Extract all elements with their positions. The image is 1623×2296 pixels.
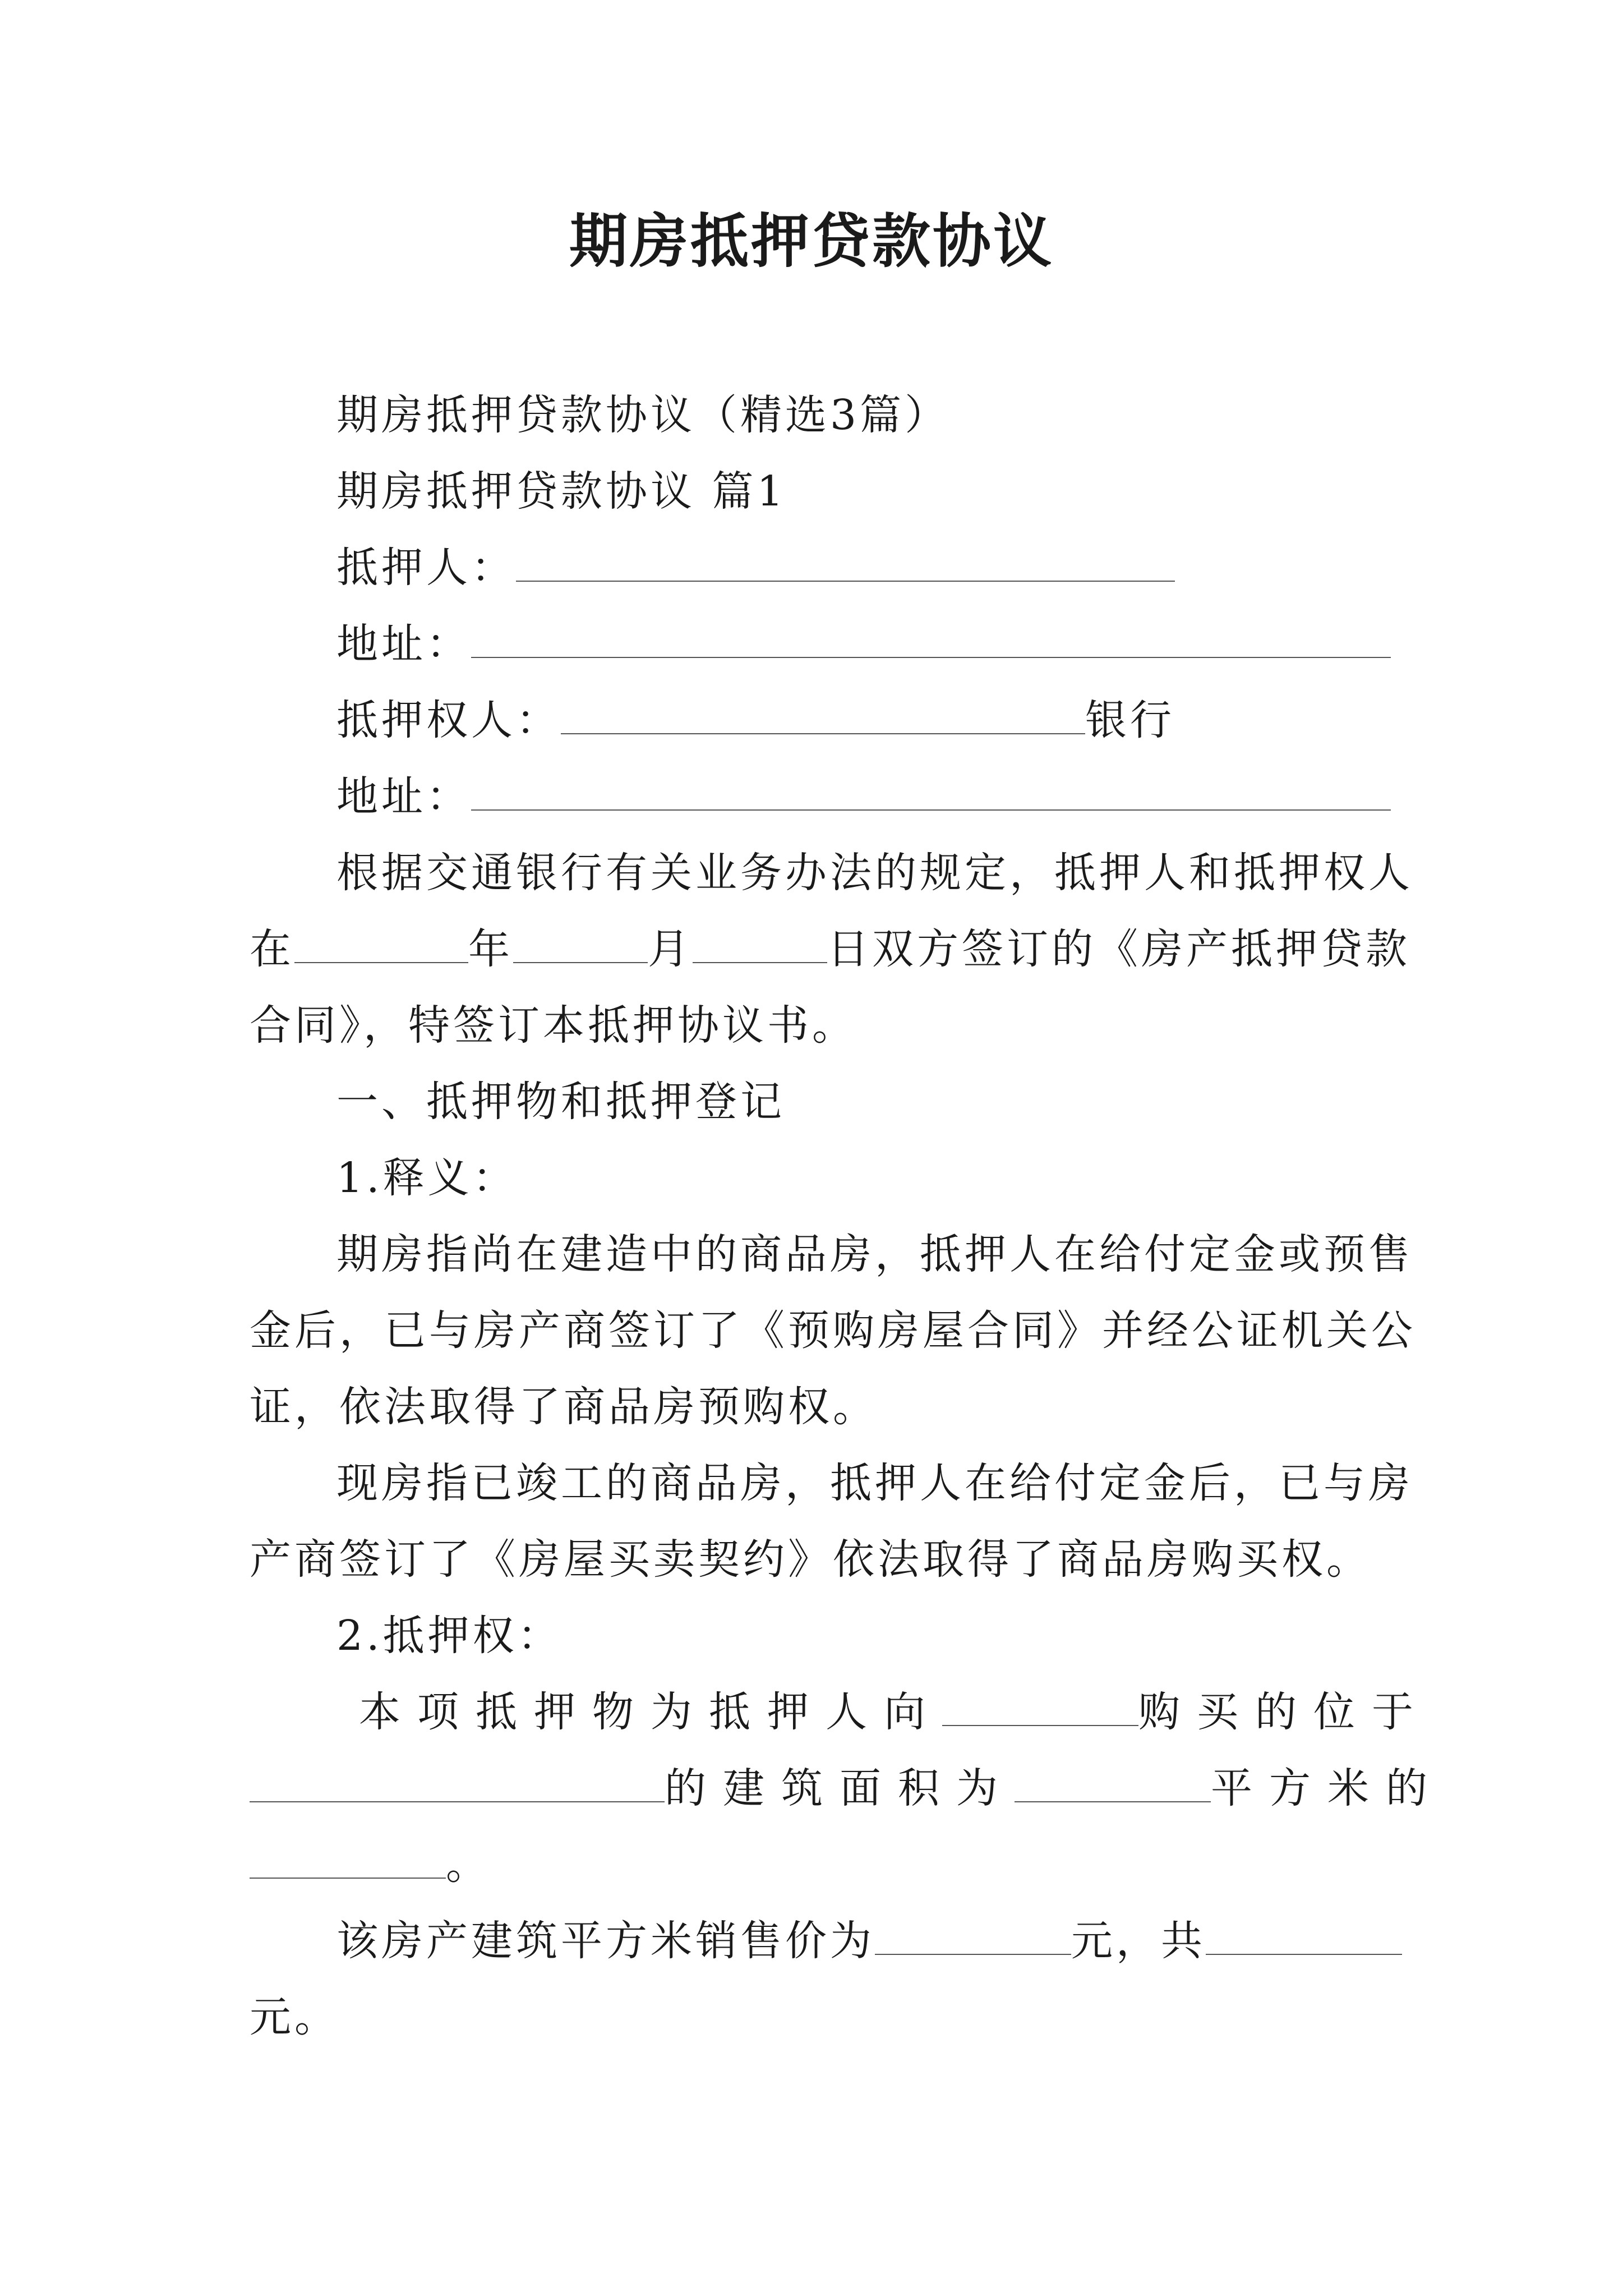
day-blank <box>693 927 827 963</box>
subclause-1-heading: 1.释义： <box>336 1154 518 1202</box>
section-heading: 期房抵押贷款协议 篇1 <box>336 467 787 516</box>
paragraph-2-line-1: 现房指已竣工的商品房，抵押人在给付定金后，已与房 <box>336 1459 1413 1507</box>
area-blank <box>1015 1766 1211 1802</box>
mortgagee-line <box>336 692 1394 748</box>
clause-heading: 一、抵押物和抵押登记 <box>336 1078 785 1126</box>
seller-blank <box>942 1690 1138 1726</box>
paragraph-3-line-1 <box>359 1684 1430 1740</box>
property-blank <box>250 1843 446 1879</box>
mortgagee-label: 抵押权人： <box>336 696 561 744</box>
year-blank <box>294 927 468 963</box>
paragraph-3-line-2 <box>250 1760 1444 1816</box>
paragraph-2-line-2: 产商签订了《房屋买卖契约》依法取得了商品房购买权。 <box>250 1535 1371 1584</box>
intro-text-b: 年 <box>468 925 513 973</box>
address-label-1: 地址： <box>336 620 471 668</box>
address-line-1 <box>336 616 1394 672</box>
mortgagee-suffix: 银行 <box>1085 696 1175 744</box>
intro-line-3: 合同》，特签订本抵押协议书。 <box>250 1001 857 1050</box>
p4-text-a: 该房产建筑平方米销售价为 <box>336 1917 875 1965</box>
p3-text-e: 。 <box>446 1841 491 1889</box>
p4-text-b: 元，共 <box>1071 1917 1206 1965</box>
mortgagee-blank <box>561 698 1085 734</box>
mortgagor-line <box>336 540 1394 596</box>
intro-text-c: 月 <box>648 925 693 973</box>
month-blank <box>513 927 648 963</box>
total-price-blank <box>1206 1919 1402 1955</box>
p3-text-c: 的建筑面积为 <box>665 1764 1015 1812</box>
address-blank-1 <box>471 622 1391 658</box>
mortgagor-label: 抵押人： <box>336 544 516 592</box>
intro-line-2 <box>250 921 1410 977</box>
p3-text-d: 平方米的 <box>1211 1764 1444 1812</box>
address-label-2: 地址： <box>336 772 471 821</box>
intro-line-1: 根据交通银行有关业务办法的规定，抵押人和抵押权人 <box>336 849 1413 897</box>
subclause-2-heading: 2.抵押权： <box>336 1612 562 1660</box>
paragraph-1-line-2: 金后，已与房产商签订了《预购房屋合同》并经公证机关公 <box>250 1306 1416 1355</box>
p3-text-a: 本项抵押物为抵押人向 <box>359 1688 942 1736</box>
location-blank <box>250 1766 665 1802</box>
paragraph-1-line-3: 证，依法取得了商品房预购权。 <box>250 1383 878 1431</box>
address-line-2 <box>336 769 1394 825</box>
paragraph-4-line-1 <box>336 1913 1394 1969</box>
intro-text-d: 日双方签订的《房产抵押贷款 <box>827 925 1410 973</box>
document-title: 期房抵押贷款协议 <box>569 207 1054 275</box>
mortgagor-blank <box>516 546 1175 582</box>
unit-price-blank <box>875 1919 1071 1955</box>
paragraph-1-line-1: 期房指尚在建造中的商品房，抵押人在给付定金或预售 <box>336 1230 1413 1278</box>
paragraph-3-line-3 <box>250 1837 1394 1893</box>
p3-text-b: 购买的位于 <box>1138 1688 1430 1736</box>
subtitle: 期房抵押贷款协议（精选3篇） <box>336 391 950 439</box>
intro-text-a: 在 <box>250 925 294 973</box>
address-blank-2 <box>471 775 1391 811</box>
paragraph-4-line-2: 元。 <box>250 1993 339 2041</box>
